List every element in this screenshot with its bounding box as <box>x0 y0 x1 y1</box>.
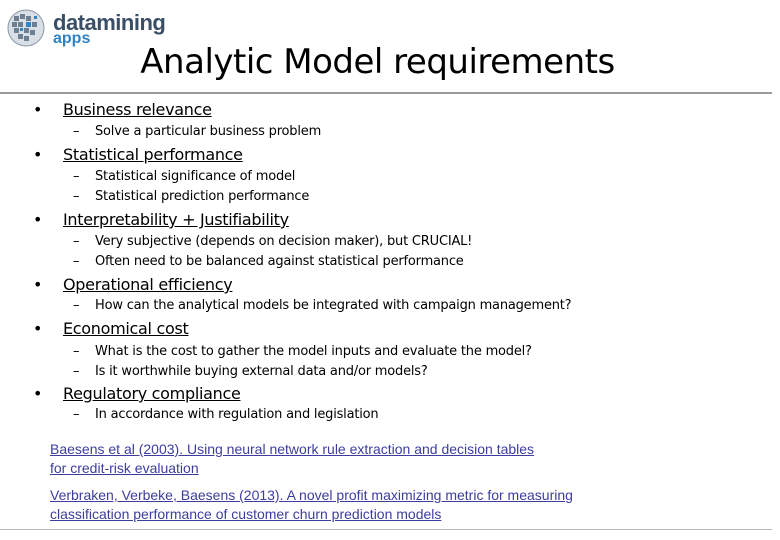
slide-title: Analytic Model requirements <box>140 42 615 82</box>
sub-point <box>73 233 472 251</box>
bullet: • <box>33 384 43 403</box>
requirement-heading: Economical cost <box>63 319 189 338</box>
dash: – <box>73 169 80 184</box>
sub-point-text: Often need to be balanced against statistical performance <box>95 254 464 269</box>
requirement-heading: Statistical performance <box>63 145 243 164</box>
bullet: • <box>33 145 43 164</box>
logo-text-datamining: datamining <box>53 10 166 35</box>
bullet: • <box>33 210 43 229</box>
reference-link-verbraken-2013-line1[interactable]: Verbraken, Verbeke, Baesens (2013). A novel profit maximizing metric for measuring <box>50 487 573 503</box>
sub-point-text: What is the cost to gather the model inputs and evaluate the model? <box>95 344 532 359</box>
dash: – <box>73 234 80 249</box>
dash: – <box>73 364 80 379</box>
sub-point <box>73 168 295 186</box>
reference-link-baesens-2003-line1[interactable]: Baesens et al (2003). Using neural network rule extraction and decision tables <box>50 441 535 457</box>
sub-point-text: In accordance with regulation and legislation <box>95 407 379 422</box>
dash: – <box>73 407 80 422</box>
bullet: • <box>33 319 43 338</box>
requirement-heading: Regulatory compliance <box>63 384 241 403</box>
sub-point <box>73 253 464 271</box>
sub-point-text: How can the analytical models be integrated with campaign management? <box>95 298 572 313</box>
dash: – <box>73 189 80 204</box>
sub-point-text: Is it worthwhile buying external data and/or models? <box>95 364 428 379</box>
dash: – <box>73 344 80 359</box>
sub-point-text: Very subjective (depends on decision maker), but CRUCIAL! <box>95 234 473 249</box>
sub-point <box>73 363 428 381</box>
requirement-heading: Business relevance <box>63 100 212 119</box>
sub-point <box>73 188 309 206</box>
requirement-heading: Interpretability + Justifiability <box>63 210 289 229</box>
reference-link-baesens-2003-line2[interactable]: for credit-risk evaluation <box>50 460 199 476</box>
bullet: • <box>33 275 43 294</box>
sub-point <box>73 406 378 424</box>
logo-text-apps: apps <box>53 30 91 47</box>
dash: – <box>73 298 80 313</box>
reference-link-verbraken-2013-line2[interactable]: classification performance of customer churn prediction models <box>50 506 442 522</box>
sub-point-text: Solve a particular business problem <box>95 124 322 139</box>
dash: – <box>73 254 80 269</box>
bullet: • <box>33 100 43 119</box>
sub-point-text: Statistical significance of model <box>95 169 296 184</box>
sub-point-text: Statistical prediction performance <box>95 189 310 204</box>
sub-point <box>73 343 532 361</box>
footer-divider <box>0 529 772 530</box>
requirement-heading: Operational efficiency <box>63 275 233 294</box>
sub-point <box>73 123 321 141</box>
dash: – <box>73 124 80 139</box>
sub-point <box>73 297 571 315</box>
